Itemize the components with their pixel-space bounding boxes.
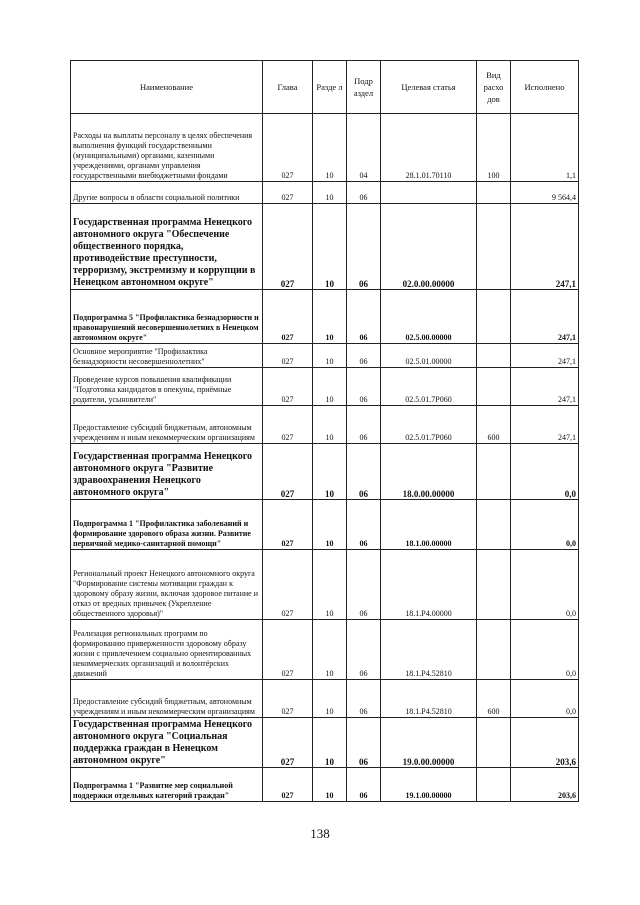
row-executed: 203,6 [511,768,579,802]
page-number: 138 [310,826,330,841]
row-subsection: 06 [347,620,381,680]
row-name: Расходы на выплаты персоналу в целях обеспечения выполнения функций государственными (муниципальными) органами, казенными учреждениями, органами управления государственными внебюджетными фондами [71,114,263,182]
row-type [477,768,511,802]
row-chapter: 027 [263,768,313,802]
header-subsection: Подр аздел [347,61,381,114]
table-row [71,620,579,680]
row-chapter: 027 [263,500,313,550]
row-type [477,290,511,344]
row-target: 18.1.Р4.52810 [381,620,477,680]
row-target: 02.5.01.00000 [381,344,477,368]
row-executed: 203,6 [511,718,579,768]
row-chapter: 027 [263,290,313,344]
row-subsection: 04 [347,114,381,182]
row-chapter: 027 [263,620,313,680]
table-row [71,406,579,444]
row-section: 10 [313,204,347,290]
row-name: Подпрограмма 5 "Профилактика безнадзорности и правонарушений несовершеннолетних в Ненецком автономном округе" [71,290,263,344]
row-type [477,368,511,406]
row-subsection: 06 [347,344,381,368]
row-executed: 247,1 [511,406,579,444]
row-type [477,344,511,368]
header-section: Разде л [313,61,347,114]
row-chapter: 027 [263,718,313,768]
row-name: Государственная программа Ненецкого автономного округа "Обеспечение общественного порядка, противодействие преступности, терроризму, экстремизму и коррупции в Ненецком автономном округе" [71,204,263,290]
row-executed: 0,0 [511,550,579,620]
row-subsection: 06 [347,368,381,406]
row-chapter: 027 [263,550,313,620]
row-subsection: 06 [347,768,381,802]
row-section: 10 [313,290,347,344]
row-type: 100 [477,114,511,182]
row-name: Предоставление субсидий бюджетным, автономным учреждениям и иным некоммерческим организациям [71,680,263,718]
row-section: 10 [313,768,347,802]
row-chapter: 027 [263,368,313,406]
row-type [477,550,511,620]
row-subsection: 06 [347,550,381,620]
table-row [71,500,579,550]
row-chapter: 027 [263,680,313,718]
table-row [71,368,579,406]
row-target: 19.1.00.00000 [381,768,477,802]
row-name: Подпрограмма 1 "Профилактика заболеваний и формирование здорового образа жизни. Развитие первичной медико-санитарной помощи" [71,500,263,550]
row-name: Подпрограмма 1 "Развитие мер социальной поддержки отдельных категорий граждан" [71,768,263,802]
table-row [71,182,579,204]
row-section: 10 [313,368,347,406]
row-target: 19.0.00.00000 [381,718,477,768]
row-executed: 0,0 [511,680,579,718]
row-section: 10 [313,550,347,620]
row-section: 10 [313,344,347,368]
row-name: Проведение курсов повышения квалификации "Подготовка кандидатов в опекуны, приёмные родители, усыновители" [71,368,263,406]
header-target: Целевая статья [381,61,477,114]
row-type: 600 [477,406,511,444]
row-executed: 247,1 [511,290,579,344]
row-executed: 0,0 [511,500,579,550]
row-target: 28.1.01.70110 [381,114,477,182]
row-type: 600 [477,680,511,718]
row-section: 10 [313,500,347,550]
row-executed: 0,0 [511,444,579,500]
row-type [477,620,511,680]
budget-table [70,60,579,802]
row-subsection: 06 [347,444,381,500]
table-row [71,290,579,344]
row-subsection: 06 [347,204,381,290]
table-row [71,550,579,620]
header-executed: Исполнено [511,61,579,114]
row-chapter: 027 [263,406,313,444]
row-target: 18.0.00.00000 [381,444,477,500]
row-type [477,500,511,550]
table-header-row [71,61,579,114]
row-section: 10 [313,114,347,182]
row-subsection: 06 [347,718,381,768]
row-executed: 9 564,4 [511,182,579,204]
row-subsection: 06 [347,182,381,204]
header-name: Наименование [71,61,263,114]
row-target [381,182,477,204]
table-row [71,768,579,802]
row-name: Реализация региональных программ по формированию приверженности здоровому образу жизни с привлечением социально ориентированных некоммерческих организаций и волонтёрских движений [71,620,263,680]
row-subsection: 06 [347,290,381,344]
row-target: 18.1.Р4.52810 [381,680,477,718]
row-executed: 1,1 [511,114,579,182]
row-type [477,182,511,204]
row-target: 18.1.Р4.00000 [381,550,477,620]
row-subsection: 06 [347,680,381,718]
row-name: Региональный проект Ненецкого автономного округа "Формирование системы мотивации граждан к здоровому образу жизни, включая здоровое питание и отказ от вредных привычек (Укрепление общественного здоровья)" [71,550,263,620]
row-executed: 247,1 [511,368,579,406]
row-executed: 247,1 [511,204,579,290]
row-chapter: 027 [263,182,313,204]
row-target: 02.5.00.00000 [381,290,477,344]
table-row [71,204,579,290]
row-name: Другие вопросы в области социальной политики [71,182,263,204]
row-subsection: 06 [347,406,381,444]
row-target: 02.5.01.7Р060 [381,406,477,444]
row-target: 02.0.00.00000 [381,204,477,290]
row-executed: 247,1 [511,344,579,368]
row-name: Основное мероприятие "Профилактика безнадзорности несовершеннолетних" [71,344,263,368]
header-chapter: Глава [263,61,313,114]
header-type: Вид расхо дов [477,61,511,114]
row-subsection: 06 [347,500,381,550]
row-chapter: 027 [263,344,313,368]
row-name: Государственная программа Ненецкого автономного округа "Развитие здравоохранения Ненецкого автономного округа" [71,444,263,500]
table-row [71,444,579,500]
row-name: Государственная программа Ненецкого автономного округа "Социальная поддержка граждан в Ненецком автономном округе" [71,718,263,768]
row-type [477,718,511,768]
row-target: 18.1.00.00000 [381,500,477,550]
table-row [71,114,579,182]
row-section: 10 [313,406,347,444]
row-section: 10 [313,680,347,718]
row-type [477,444,511,500]
row-target: 02.5.01.7Р060 [381,368,477,406]
row-name: Предоставление субсидий бюджетным, автономным учреждениям и иным некоммерческим организациям [71,406,263,444]
row-type [477,204,511,290]
row-chapter: 027 [263,444,313,500]
row-section: 10 [313,718,347,768]
row-section: 10 [313,182,347,204]
table-row [71,344,579,368]
row-section: 10 [313,620,347,680]
row-executed: 0,0 [511,620,579,680]
table-row [71,718,579,768]
table-row [71,680,579,718]
row-section: 10 [313,444,347,500]
row-chapter: 027 [263,204,313,290]
row-chapter: 027 [263,114,313,182]
